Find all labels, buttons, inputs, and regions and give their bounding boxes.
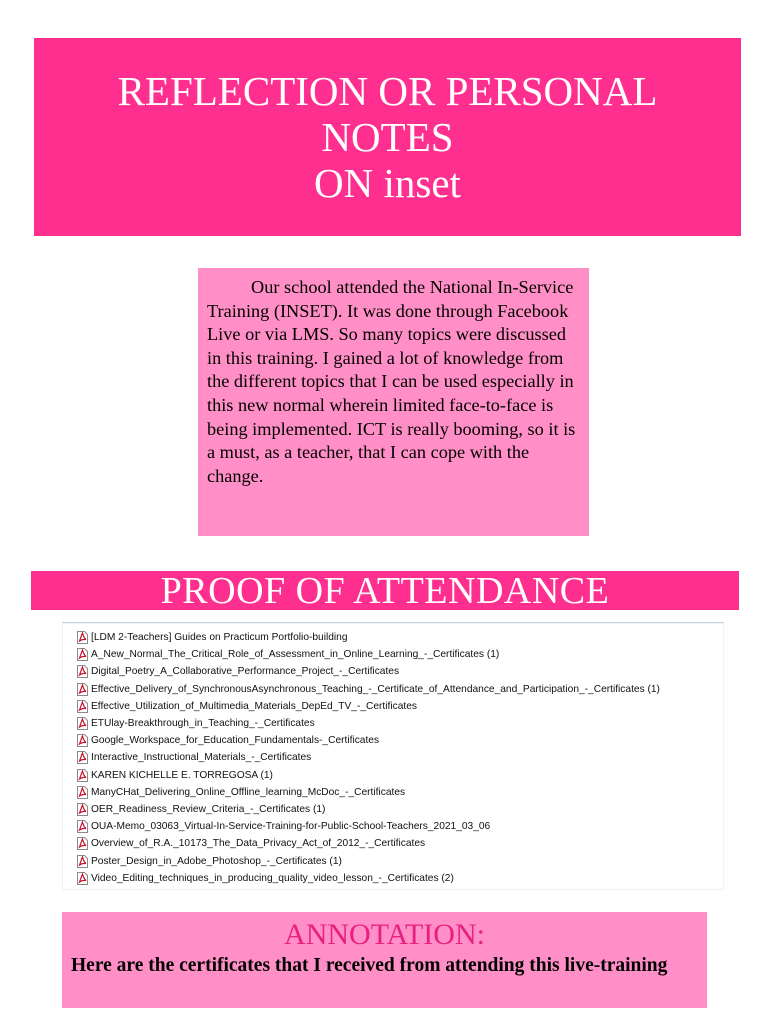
file-list-item[interactable] [77, 698, 724, 715]
file-list-item[interactable] [77, 870, 724, 887]
pdf-file-icon [77, 683, 88, 696]
file-list-item[interactable] [77, 681, 724, 698]
pdf-file-icon [77, 734, 88, 747]
pdf-file-icon [77, 700, 88, 713]
annotation-box [62, 912, 707, 1008]
file-name: A_New_Normal_The_Critical_Role_of_Assessment_in_Online_Learning_-_Certificates (1) [91, 649, 500, 661]
file-list-item[interactable] [77, 852, 724, 869]
file-list-item[interactable] [77, 835, 724, 852]
reflection-text: Our school attended the National In-Service Training (INSET). It was done through Facebook Live or via LMS. So many topics were discussed in this training. I gained a lot of knowledge from the different topics that I can be used especially in this new normal wherein limited face-to-face is being implemented. ICT is really booming, so it is a must, as a teacher, that I can cope with the change. [207, 277, 576, 486]
pdf-file-icon [77, 872, 88, 885]
file-name: Interactive_Instructional_Materials_-_Certificates [91, 752, 312, 764]
file-list-item[interactable] [77, 629, 724, 646]
file-name: KAREN KICHELLE E. TORREGOSA (1) [91, 769, 273, 781]
page-title-line-2: NOTES [321, 114, 454, 160]
file-list-item[interactable] [77, 663, 724, 680]
title-banner [34, 38, 741, 236]
pdf-file-icon [77, 751, 88, 764]
pdf-file-icon [77, 665, 88, 678]
file-name: Effective_Delivery_of_SynchronousAsynchronous_Teaching_-_Certificate_of_Attendance_and_Participation_-_Certificates (1) [91, 683, 660, 695]
pdf-file-icon [77, 648, 88, 661]
pdf-file-icon [77, 855, 88, 868]
proof-of-attendance-heading: PROOF OF ATTENDANCE [31, 571, 739, 610]
pdf-file-icon [77, 803, 88, 816]
file-name: ManyCHat_Delivering_Online_Offline_learning_McDoc_-_Certificates [91, 786, 406, 798]
file-name: Google_Workspace_for_Education_Fundamentals-_Certificates [91, 735, 380, 747]
file-list-item[interactable] [77, 749, 724, 766]
file-name: [LDM 2-Teachers] Guides on Practicum Portfolio-building [91, 632, 348, 644]
file-list-item[interactable] [77, 732, 724, 749]
pdf-file-icon [77, 769, 88, 782]
certificate-file-list [62, 622, 724, 890]
pdf-file-icon [77, 786, 88, 799]
pdf-file-icon [77, 717, 88, 730]
annotation-heading: ANNOTATION: [284, 918, 485, 951]
page-title-line-1: REFLECTION OR PERSONAL [117, 68, 658, 114]
file-name: OER_Readiness_Review_Criteria_-_Certificates (1) [91, 803, 326, 815]
file-name: ETUlay-Breakthrough_in_Teaching_-_Certificates [91, 718, 315, 730]
pdf-file-icon [77, 820, 88, 833]
file-list-item[interactable] [77, 767, 724, 784]
annotation-text: Here are the certificates that I received from attending this live-training [71, 955, 668, 976]
file-list-item[interactable] [77, 784, 724, 801]
file-name: Digital_Poetry_A_Collaborative_Performance_Project_-_Certificates [91, 666, 400, 678]
file-list-item[interactable] [77, 801, 724, 818]
file-name: Effective_Utilization_of_Multimedia_Materials_DepEd_TV_-_Certificates [91, 700, 417, 712]
page-title-line-3: ON inset [314, 160, 461, 206]
file-name: Overview_of_R.A._10173_The_Data_Privacy_Act_of_2012_-_Certificates [91, 838, 426, 850]
file-list-item[interactable] [77, 818, 724, 835]
file-name: Video_Editing_techniques_in_producing_quality_video_lesson_-_Certificates (2) [91, 872, 454, 884]
file-name: OUA-Memo_03063_Virtual-In-Service-Training-for-Public-School-Teachers_2021_03_06 [91, 821, 491, 833]
file-list-item[interactable] [77, 715, 724, 732]
pdf-file-icon [77, 837, 88, 850]
reflection-box [198, 268, 589, 536]
file-list-item[interactable] [77, 646, 724, 663]
file-name: Poster_Design_in_Adobe_Photoshop_-_Certificates (1) [91, 855, 342, 867]
pdf-file-icon [77, 631, 88, 644]
